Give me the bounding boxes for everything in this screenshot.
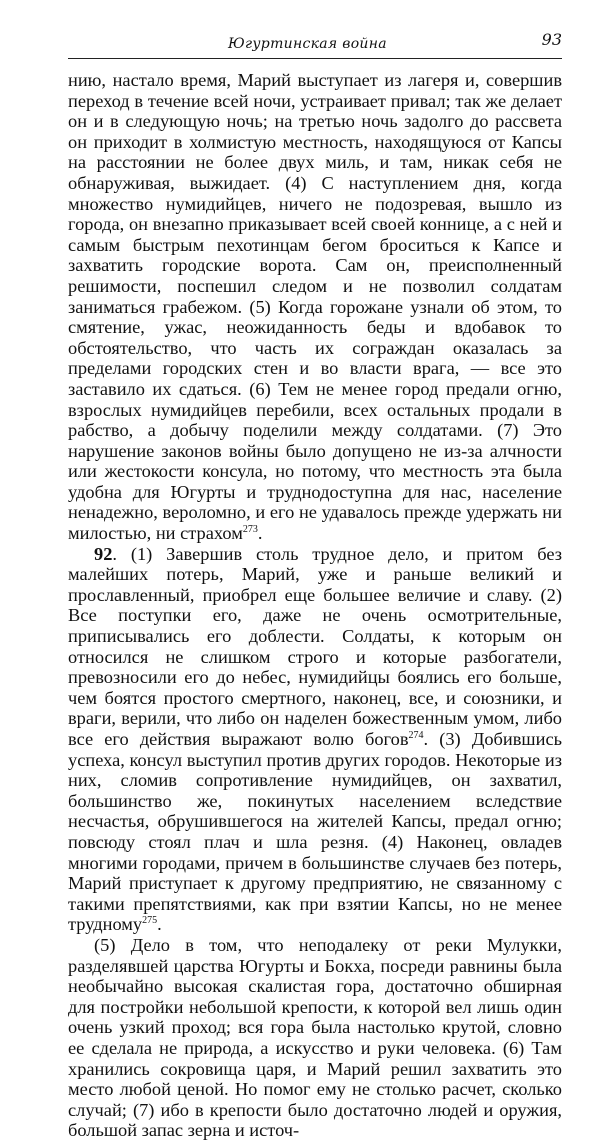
paragraph-continuation [68,70,562,544]
body-text [68,70,562,1141]
footnote-ref-274: 274 [408,729,424,741]
running-head [68,30,562,56]
header-rule [68,58,562,59]
text-run: нию, настало время, Марий выступает из лагеря и, совершив переход в течение всей ночи, устраивает привал; так же делает он и в следующую ночь; на третью ночь задолго до рассвета он приходит в холмистую местность, находящуюся от Капсы на расстоянии не более двух миль, и там, никак себя не обнаруживая, выжидает. (4) С наступлением дня, когда множество нумидийцев, ничего не подозревая, вышло из города, он внезапно приказывает всей своей коннице, а с ней и самым быстрым пехотинцам бегом броситься к Капсе и захватить городские ворота. Сам он, преисполненный решимости, поспешил следом и не позволил солдатам заниматься грабежом. (5) Когда горожане узнали об этом, то смятение, ужас, неожиданность беды и вдобавок то обстоятельство, что часть их сограждан оказалась за пределами городских стен и во власти врага, — все это заставило их сдаться. (6) Тем не менее город предали огню, взрослых нумидийцев перебили, всех остальных продали в рабство, а добычу поделили между солдатами. (7) Это нарушение законов войны было допущено не из-за алчности или жестокости консула, но потому, что местность эта была удобна для Югурты и труднодоступна для нас, население ненадежно, вероломно, и его не удавалось прежде удержать ни милостью, ни страхом [68,70,562,544]
paragraph-section-92-5 [68,935,562,1141]
text-run: . (1) Завершив столь трудное дело, и притом без малейших потерь, Марий, уже и раньше великий и прославленный, приобрел еще большее величие и славу. (2) Все поступки его, даже не очень осмотрительные, приписывались его доблести. Солдаты, к которым он относился не слишком строго и которые разбогатели, превозносили его до небес, нумидийцы боялись его больше, чем боятся простого смертного, наконец, все, и союзники, и враги, верили, что либо он наделен божественным умом, либо все его действия выражают волю богов [68,543,562,749]
page-number: 93 [541,30,562,49]
text-run: . (3) Добившись успеха, консул выступил против других городов. Некоторые из них, сломив сопротивление нумидийцев, он захватил, большинство же, покинутых населением вследствие несчастья, обрушившегося на жителей Капсы, предал огню; повсюду стоял плач и шла резня. (4) Наконец, овладев многими городами, причем в большинстве случаев без потерь, Марий приступает к другому предприятию, не связанному с такими препятствиями, как при взятии Капсы, но не менее трудному [68,729,562,935]
text-run: . [257,523,263,544]
running-head-title: Югуртинская война [228,36,387,52]
paragraph-section-92 [68,544,562,935]
text-run: . [157,914,162,935]
section-number: 92 [94,543,113,564]
text-run: (5) Дело в том, что неподалеку от реки Мулукки, разделявшей царства Югурты и Бокха, посреди равнины была необычайно высокая скалистая гора, достаточно обширная для постройки небольшой крепости, к которой вел лишь один очень узкий проход; вся гора была настолько крутой, словно ее сделала не природа, а искусство и руки человека. (6) Там хранились сокровища царя, и Марий решил захватить это место любой ценой. Но помог ему не столько расчет, сколько случай; (7) ибо в крепости было достаточно людей и оружия, большой запас зерна и источ- [68,934,562,1141]
footnote-ref-273: 273 [242,523,258,535]
footnote-ref-275: 275 [142,915,158,927]
